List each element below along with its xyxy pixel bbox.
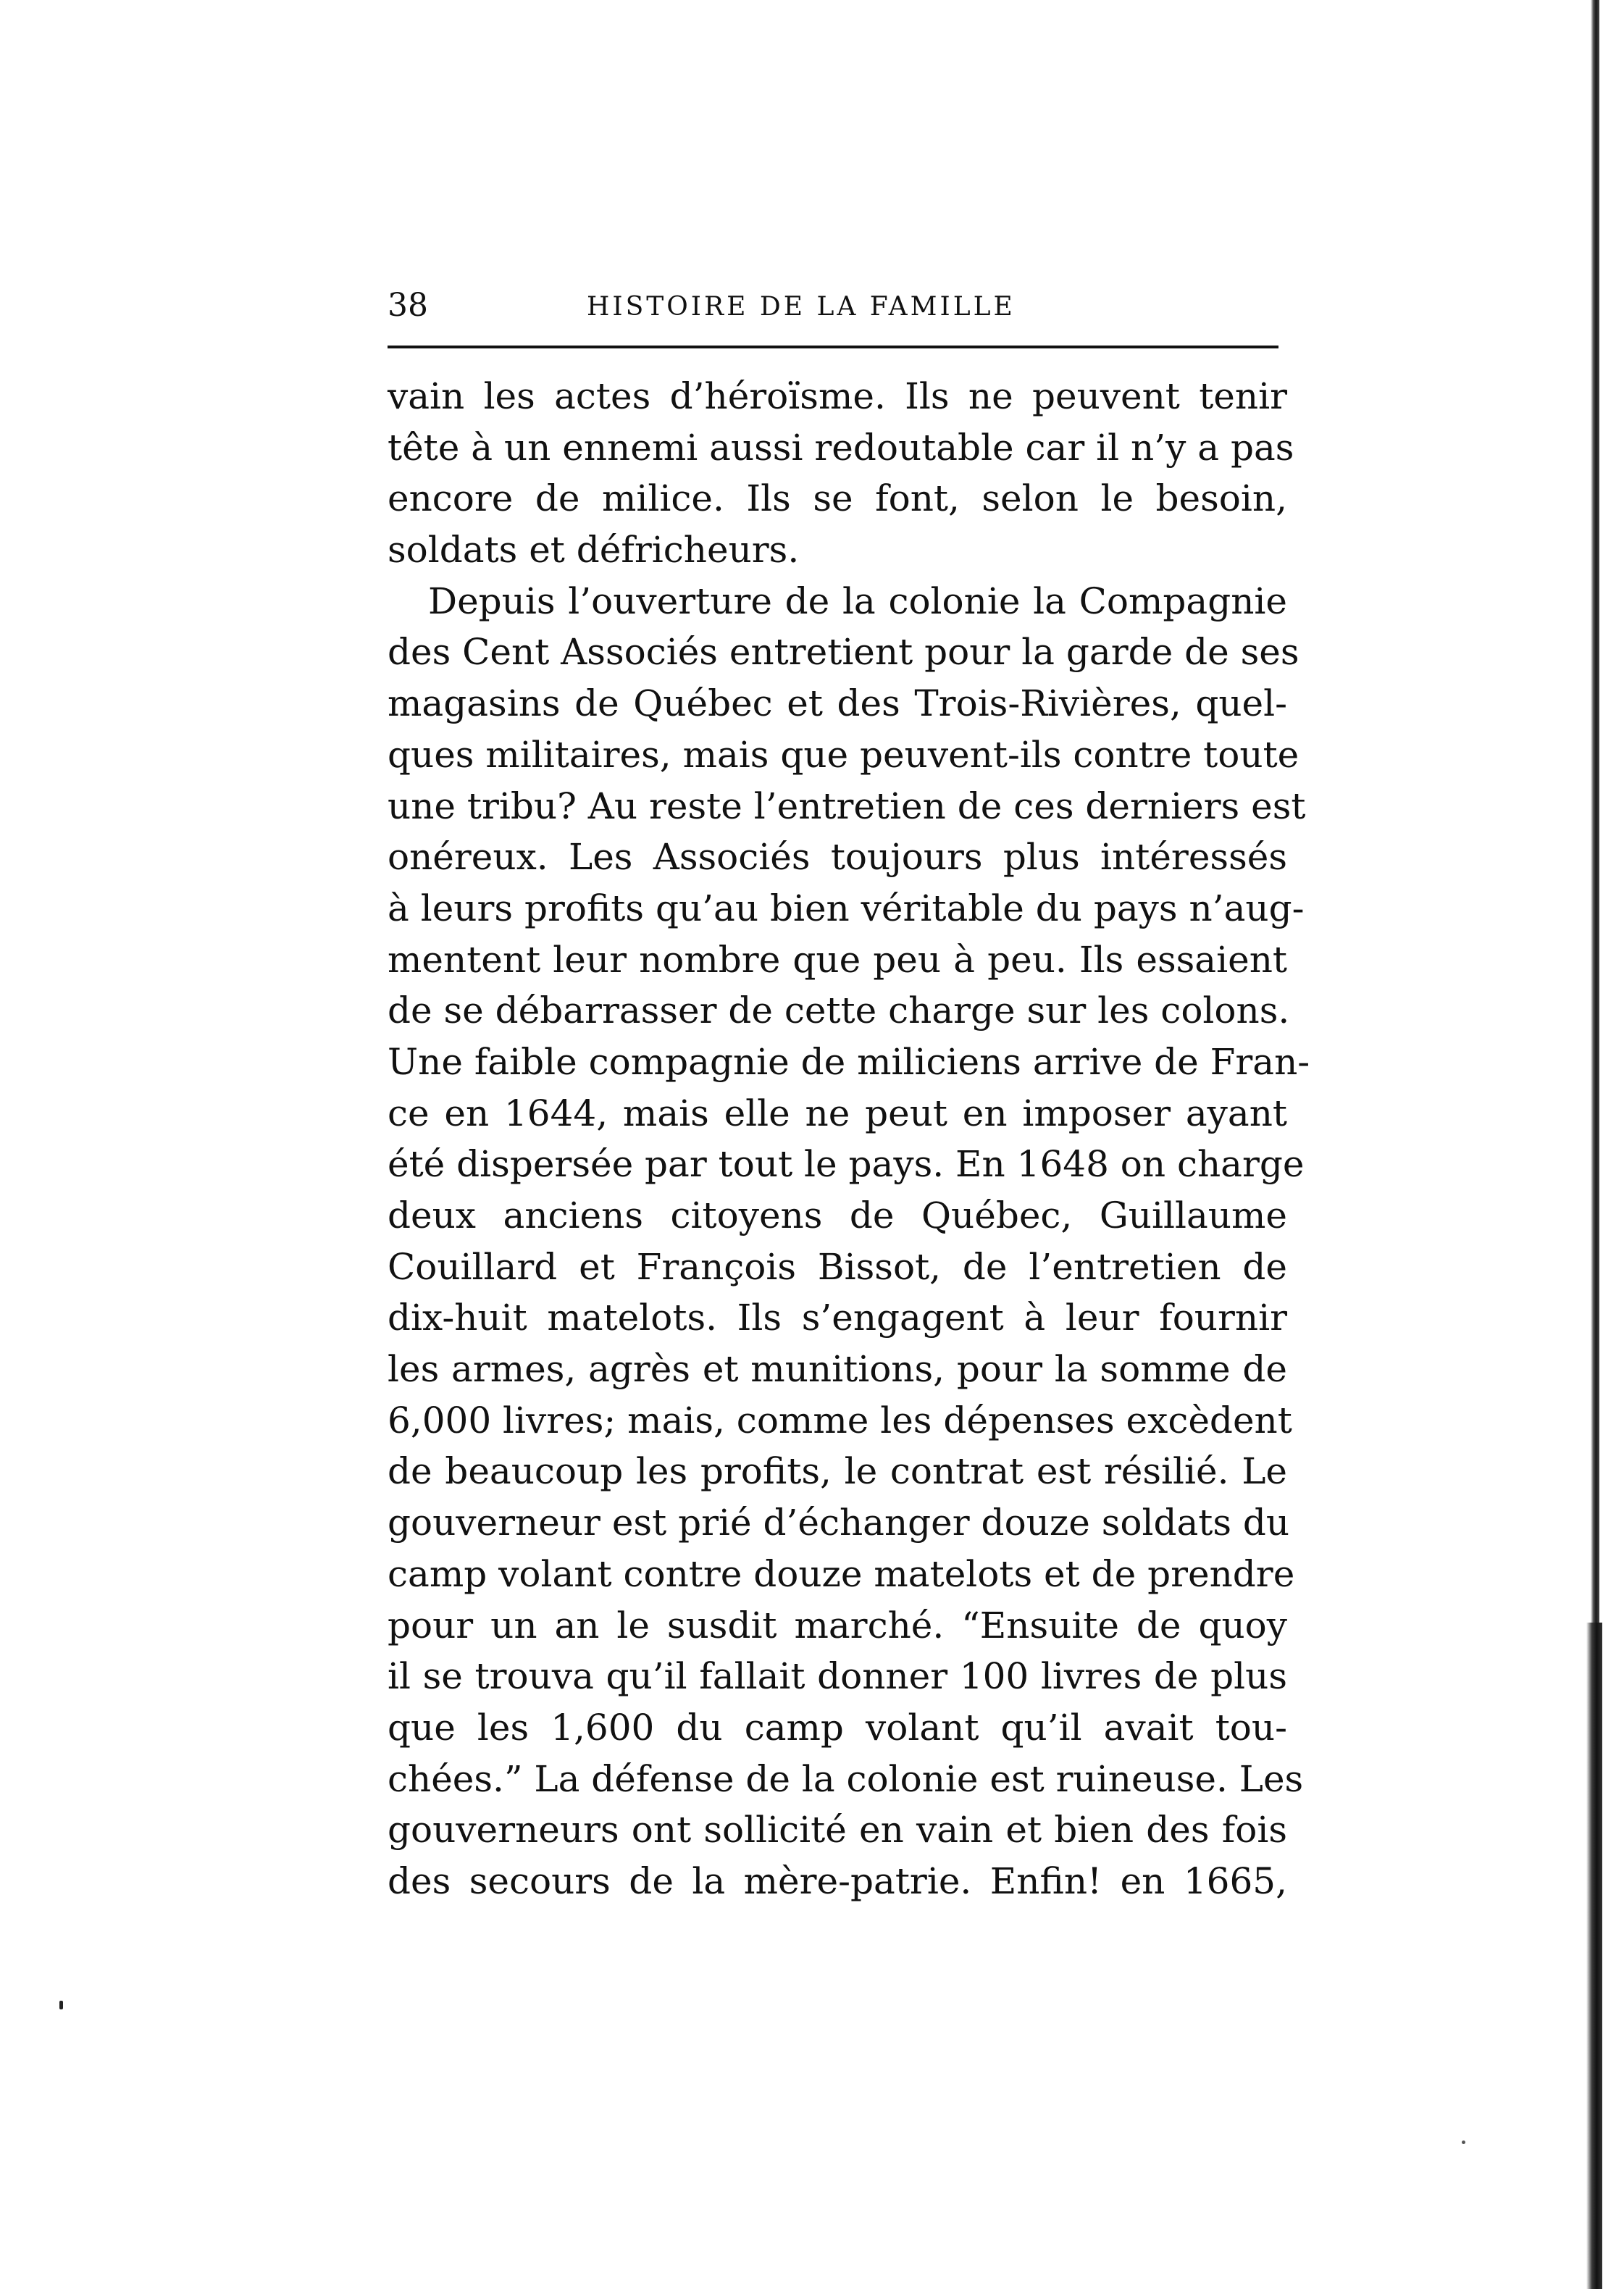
text-line: dix-huit matelots. Ils s’engagent à leur fournir — [388, 1297, 1287, 1339]
text-line: Depuis l’ouverture de la colonie la Compagnie — [428, 579, 1287, 622]
running-head — [388, 284, 1278, 327]
text-line: magasins de Québec et des Trois-Rivières, quel- — [388, 682, 1287, 725]
running-title: HISTOIRE DE LA FAMILLE — [587, 292, 1016, 322]
paragraph-1 — [388, 371, 1294, 576]
text-line: Une faible compagnie de miliciens arrive de Fran- — [388, 1040, 1310, 1083]
text-line: deux anciens citoyens de Québec, Guillaume — [388, 1194, 1287, 1236]
text-line: été dispersée par tout le pays. En 1648 on charge — [388, 1143, 1305, 1186]
body-text — [388, 371, 1310, 1907]
text-line: pour un an le susdit marché. “Ensuite de quoy — [388, 1604, 1287, 1646]
text-line: des Cent Associés entretient pour la garde de ses — [388, 631, 1299, 674]
header-rule — [388, 346, 1278, 348]
text-line: une tribu? Au reste l’entretien de ces derniers est — [388, 784, 1306, 827]
text-line: de se débarrasser de cette charge sur les colons. — [388, 989, 1290, 1032]
text-line: camp volant contre douze matelots et de prendre — [388, 1552, 1295, 1595]
text-line: vain les actes d’héroïsme. Ils ne peuvent tenir — [388, 375, 1287, 417]
text-line: que les 1,600 du camp volant qu’il avait tou- — [388, 1706, 1287, 1749]
paragraph-2 — [388, 576, 1310, 1907]
page-number: 38 — [388, 287, 428, 324]
text-line: Couillard et François Bissot, de l’entretien de — [388, 1245, 1287, 1288]
text-line: mentent leur nombre que peu à peu. Ils essaient — [388, 938, 1287, 981]
text-line: à leurs profits qu’au bien véritable du pays n’aug- — [388, 887, 1305, 929]
text-line: il se trouva qu’il fallait donner 100 livres de plus — [388, 1655, 1287, 1698]
text-line: de beaucoup les profits, le contrat est résilié. Le — [388, 1450, 1287, 1493]
text-line: onéreux. Les Associés toujours plus intéressés — [388, 836, 1287, 879]
text-line: chées.” La défense de la colonie est ruineuse. Les — [388, 1757, 1304, 1800]
text-line: tête à un ennemi aussi redoutable car il n’y a pas — [388, 426, 1294, 469]
text-line: 6,000 livres; mais, comme les dépenses excèdent — [388, 1399, 1292, 1441]
text-line: les armes, agrès et munitions, pour la somme de — [388, 1348, 1287, 1391]
text-line: ques militaires, mais que peuvent-ils contre toute — [388, 733, 1299, 776]
text-line: des secours de la mère-patrie. Enfin! en 1665, — [388, 1859, 1287, 1902]
text-line: gouverneurs ont sollicité en vain et bien des fois — [388, 1809, 1287, 1851]
text-line: ce en 1644, mais elle ne peut en imposer ayant — [388, 1092, 1287, 1134]
page-edge-shadow-lower — [1586, 1623, 1602, 2289]
ink-speck — [59, 2001, 63, 2009]
text-line: gouverneur est prié d’échanger douze soldats du — [388, 1502, 1290, 1544]
text-line: soldats et défricheurs. — [388, 529, 800, 572]
ink-speck — [1462, 2141, 1465, 2144]
text-line: encore de milice. Ils se font, selon le besoin, — [388, 477, 1287, 520]
